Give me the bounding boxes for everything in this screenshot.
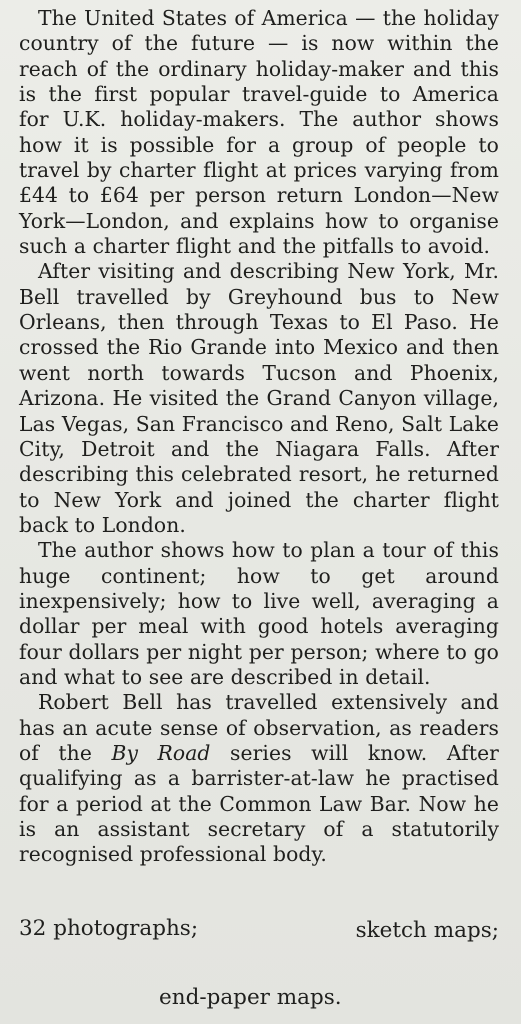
photographs-note: 32 photographs; xyxy=(19,916,199,941)
sketch-maps-note: sketch maps; xyxy=(355,918,499,943)
blurb-text xyxy=(19,6,499,868)
blurb-paragraph-planning: The author shows how to plan a tour of this huge continent; how to get around inexpensively; how to live well, averaging a dollar per meal with good hotels averaging four dollars per night per person; where to go and what to see are described in detail. xyxy=(19,538,499,689)
end-paper-maps-note: end-paper maps. xyxy=(159,985,342,1010)
blurb-paragraph-intro: The United States of America — the holiday country of the future — is now within the reach of the ordinary holiday-maker and this is the first popular travel-guide to America for U.K. holiday-makers. The author shows how it is possible for a group of people to travel by charter flight at prices varying from £44 to £64 per person return London—New York—London, and explains how to organise such a charter flight and the pitfalls to avoid. xyxy=(19,6,499,259)
blurb-paragraph-itinerary: After visiting and describing New York, Mr. Bell travelled by Greyhound bus to New Orleans, then through Texas to El Paso. He crossed the Rio Grande into Mexico and then went north towards Tucson and Phoenix, Arizona. He visited the Grand Canyon village, Las Vegas, San Francisco and Reno, Salt Lake City, Detroit and the Niagara Falls. After describing this celebrated resort, he returned to New York and joined the charter flight back to London. xyxy=(19,259,499,537)
author-text-end: series will know. After qualifying as a barrister-at-law he practised for a period at the Common Law Bar. Now he is an assistant secretary of a statutorily recognised professional body. xyxy=(19,740,499,867)
blurb-paragraph-author xyxy=(19,690,499,867)
series-title: By Road xyxy=(111,740,211,765)
author-text-start: Robert Bell has travelled extensively and has an acute sense of observation, as readers of the xyxy=(19,690,499,765)
